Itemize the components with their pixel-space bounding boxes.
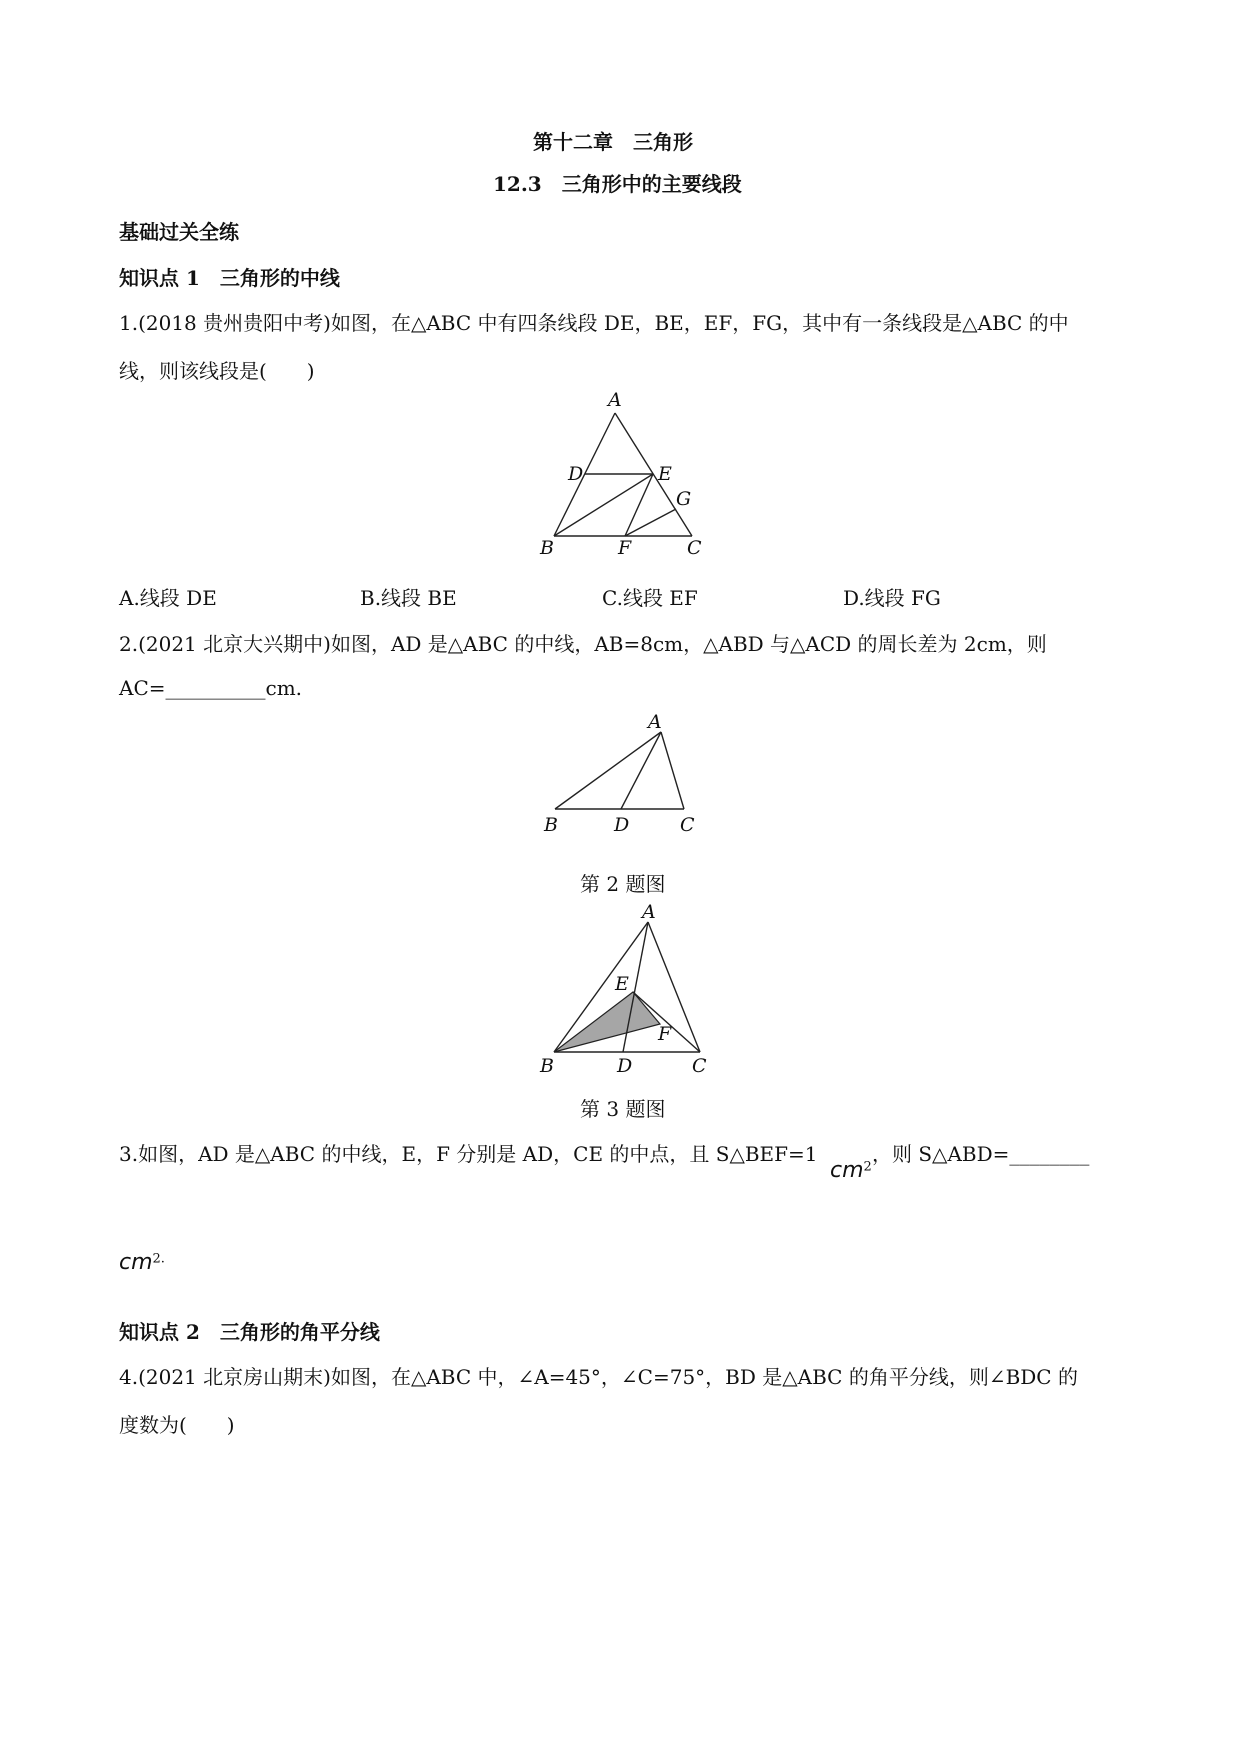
q1-label-f: F: [618, 537, 632, 559]
q1-label-e: E: [658, 463, 672, 485]
q2-text-line1: 2.(2021 北京大兴期中)如图，AD 是△ABC 的中线，AB=8cm，△ABD 与△ACD 的周长差为 2cm，则: [119, 632, 1047, 656]
q3-figure: [530, 900, 720, 1080]
q1-segment-fg: [625, 509, 676, 536]
q2-side-ab: [555, 732, 661, 809]
q3-label-d: D: [617, 1055, 633, 1077]
q4-text-line2: 度数为( ): [119, 1413, 235, 1437]
q1-label-a: A: [608, 389, 622, 411]
q3-label-e: E: [615, 973, 629, 995]
q3-label-a: A: [642, 901, 656, 923]
q3-unit-end: $cm^{2.}$: [119, 1250, 165, 1275]
q3-label-b: B: [540, 1055, 554, 1077]
knowledge-point-1: 知识点 1 三角形的中线: [119, 266, 340, 290]
q3-side-ac: [648, 922, 700, 1052]
q2-label-a: A: [648, 711, 662, 733]
chapter-title: 第十二章 三角形: [533, 130, 693, 154]
q2-label-c: C: [680, 814, 695, 836]
part-title: 基础过关全练: [119, 220, 239, 244]
q1-text-line2: 线，则该线段是( ): [119, 359, 315, 383]
q1-option-c: C.线段 EF: [602, 586, 698, 610]
q2-figure-caption: 第 2 题图: [580, 872, 666, 896]
q3-label-c: C: [692, 1055, 707, 1077]
q3-text-tail: ，则 S△ABD=________: [872, 1142, 1090, 1166]
q2-figure: [530, 710, 720, 835]
q3-figure-caption: 第 3 题图: [580, 1097, 666, 1121]
q1-label-g: G: [676, 488, 692, 510]
q1-option-a: A.线段 DE: [119, 586, 217, 610]
section-title: 12.3 三角形中的主要线段: [493, 172, 742, 196]
q1-label-c: C: [687, 537, 702, 559]
q3-label-f: F: [658, 1023, 672, 1045]
q2-label-d: D: [614, 814, 630, 836]
q2-side-ac: [661, 732, 684, 809]
q3-shaded-bef: [554, 992, 660, 1052]
q1-option-d: D.线段 FG: [843, 586, 941, 610]
q1-figure: [530, 388, 710, 558]
q3-text-line1: 3.如图，AD 是△ABC 的中线，E，F 分别是 AD，CE 的中点，且 S△BEF=1: [119, 1142, 818, 1166]
q2-label-b: B: [544, 814, 558, 836]
knowledge-point-2: 知识点 2 三角形的角平分线: [119, 1320, 380, 1344]
q4-text-line1: 4.(2021 北京房山期末)如图，在△ABC 中，∠A=45°，∠C=75°，BD 是△ABC 的角平分线，则∠BDC 的: [119, 1365, 1078, 1389]
q2-text-line2: AC=__________cm.: [119, 676, 303, 700]
q1-label-d: D: [568, 463, 584, 485]
q1-label-b: B: [540, 537, 554, 559]
q1-option-b: B.线段 BE: [360, 586, 457, 610]
q2-median-ad: [621, 732, 661, 809]
q3-unit-mid: $cm^2$: [830, 1158, 872, 1183]
q1-text-line1: 1.(2018 贵州贵阳中考)如图，在△ABC 中有四条线段 DE，BE，EF，FG，其中有一条线段是△ABC 的中: [119, 311, 1069, 335]
